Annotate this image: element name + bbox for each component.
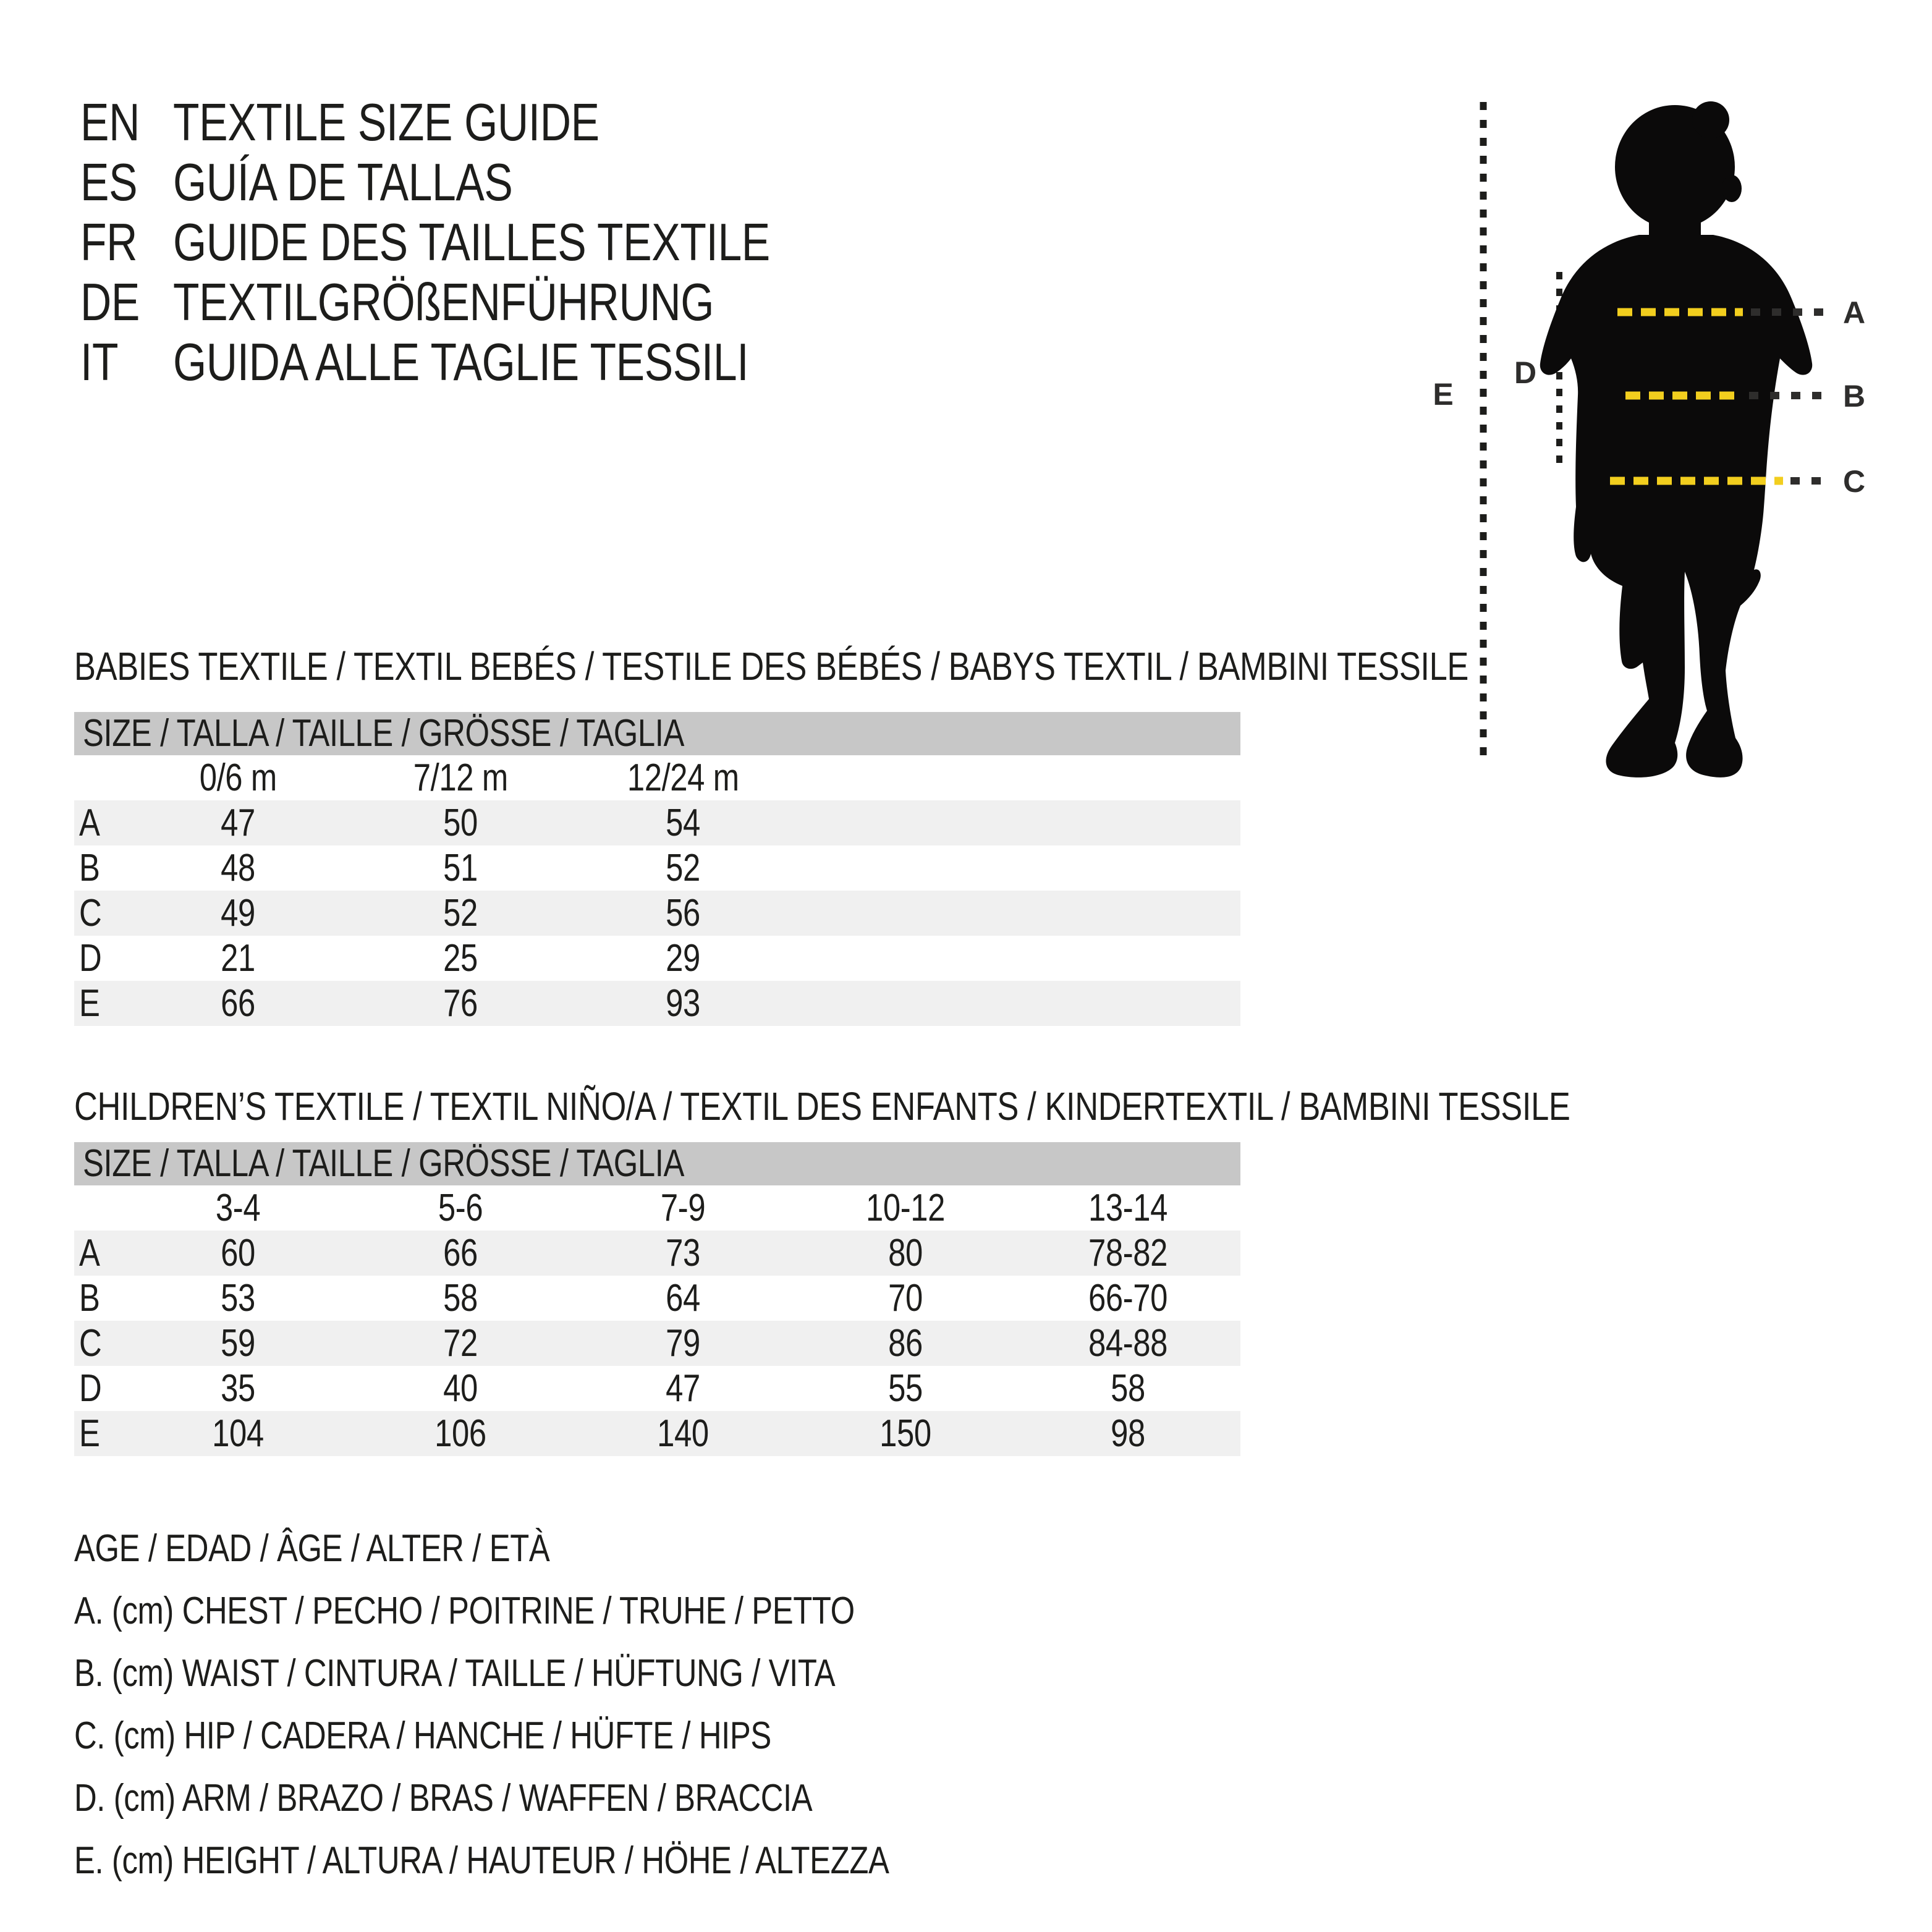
column-header: 5-6 xyxy=(438,1187,483,1229)
language-title: GUIDE DES TAILLES TEXTILE xyxy=(173,213,770,272)
cell-value: 29 xyxy=(666,937,700,980)
row-label: A xyxy=(79,1232,100,1274)
table-row-e xyxy=(74,981,1240,1026)
label-e: E xyxy=(1433,377,1454,412)
cell-value: 58 xyxy=(443,1277,478,1320)
cell-value: 59 xyxy=(221,1322,255,1365)
legend-item-height: E. (cm) HEIGHT / ALTURA / HAUTEUR / HÖHE / ALTEZZA xyxy=(74,1839,889,1882)
column-header: 7/12 m xyxy=(413,756,508,799)
language-title: GUIDA ALLE TAGLIE TESSILI xyxy=(173,333,749,392)
row-label: D xyxy=(79,937,102,980)
cell-value: 72 xyxy=(443,1322,478,1365)
language-code: DE xyxy=(80,273,140,332)
language-row-es xyxy=(80,153,901,213)
cell-value: 35 xyxy=(221,1367,255,1410)
label-c: C xyxy=(1842,464,1866,499)
corner-cell xyxy=(74,1185,127,1231)
children-size-header-bar: SIZE / TALLA / TAILLE / GRÖSSE / TAGLIA xyxy=(74,1142,1240,1185)
row-label: A xyxy=(79,802,100,844)
cell-value: 150 xyxy=(879,1412,931,1455)
cell-value: 47 xyxy=(221,802,255,844)
cell-value: 56 xyxy=(666,892,700,934)
children-size-table xyxy=(74,1142,1240,1456)
table-row-a xyxy=(74,1231,1240,1276)
language-row-it xyxy=(80,333,901,392)
row-label: E xyxy=(79,1412,100,1455)
legend-item-chest: A. (cm) CHEST / PECHO / POITRINE / TRUHE / PETTO xyxy=(74,1590,855,1632)
cell-value: 66-70 xyxy=(1088,1277,1167,1320)
cell-value: 98 xyxy=(1111,1412,1145,1455)
cell-value: 64 xyxy=(666,1277,700,1320)
cell-value: 48 xyxy=(221,847,255,889)
cell-value: 70 xyxy=(888,1277,923,1320)
cell-value: 53 xyxy=(221,1277,255,1320)
corner-cell xyxy=(74,755,127,800)
cell-value: 66 xyxy=(443,1232,478,1274)
cell-value: 84-88 xyxy=(1088,1322,1167,1365)
measurement-legend xyxy=(74,1517,1068,1892)
language-row-fr xyxy=(80,213,901,273)
language-code: IT xyxy=(80,333,119,392)
legend-item-hip: C. (cm) HIP / CADERA / HANCHE / HÜFTE / HIPS xyxy=(74,1714,771,1757)
language-code: ES xyxy=(80,153,138,212)
row-label: E xyxy=(79,982,100,1025)
row-label: C xyxy=(79,892,102,934)
cell-value: 80 xyxy=(888,1232,923,1274)
label-a: A xyxy=(1842,295,1866,330)
column-header: 7-9 xyxy=(660,1187,706,1229)
cell-value: 50 xyxy=(443,802,478,844)
table-row-d xyxy=(74,936,1240,981)
column-header: 12/24 m xyxy=(627,756,739,799)
babies-section-title: BABIES TEXTILE / TEXTIL BEBÉS / TESTILE DES BÉBÉS / BABYS TEXTIL / BAMBINI TESSILE xyxy=(74,644,1468,688)
table-row-c xyxy=(74,891,1240,936)
row-label: D xyxy=(79,1367,102,1410)
cell-value: 86 xyxy=(888,1322,923,1365)
cell-value: 73 xyxy=(666,1232,700,1274)
cell-value: 93 xyxy=(666,982,700,1025)
legend-item-arm: D. (cm) ARM / BRAZO / BRAS / WAFFEN / BRACCIA xyxy=(74,1777,813,1820)
language-title: TEXTILGRÖßENFÜHRUNG xyxy=(173,273,714,332)
cell-value: 21 xyxy=(221,937,255,980)
cell-value: 52 xyxy=(443,892,478,934)
cell-value: 60 xyxy=(221,1232,255,1274)
cell-value: 140 xyxy=(657,1412,709,1455)
row-label: B xyxy=(79,847,100,889)
language-row-en xyxy=(80,93,901,153)
row-label: B xyxy=(79,1277,100,1320)
babies-size-header-bar: SIZE / TALLA / TAILLE / GRÖSSE / TAGLIA xyxy=(74,712,1240,755)
cell-value: 47 xyxy=(666,1367,700,1410)
cell-value: 78-82 xyxy=(1088,1232,1167,1274)
cell-value: 52 xyxy=(666,847,700,889)
cell-value: 79 xyxy=(666,1322,700,1365)
language-title: GUÍA DE TALLAS xyxy=(173,153,513,212)
language-title: TEXTILE SIZE GUIDE xyxy=(173,93,600,152)
cell-value: 104 xyxy=(212,1412,264,1455)
children-column-header-row xyxy=(74,1185,1240,1231)
cell-value: 25 xyxy=(443,937,478,980)
table-row-a xyxy=(74,800,1240,845)
cell-value: 54 xyxy=(666,802,700,844)
label-b: B xyxy=(1842,379,1866,413)
row-label: C xyxy=(79,1322,102,1365)
babies-column-header-row xyxy=(74,755,1240,800)
table-row-d xyxy=(74,1366,1240,1411)
cell-value: 40 xyxy=(443,1367,478,1410)
cell-value: 66 xyxy=(221,982,255,1025)
table-row-c xyxy=(74,1321,1240,1366)
cell-value: 76 xyxy=(443,982,478,1025)
column-header: 3-4 xyxy=(215,1187,261,1229)
cell-value: 58 xyxy=(1111,1367,1145,1410)
language-code: EN xyxy=(80,93,140,152)
table-row-b xyxy=(74,1276,1240,1321)
language-row-de xyxy=(80,273,901,333)
cell-value: 106 xyxy=(434,1412,486,1455)
children-section-title: CHILDREN’S TEXTILE / TEXTIL NIÑO/A / TEXTIL DES ENFANTS / KINDERTEXTIL / BAMBINI TESSILE xyxy=(74,1084,1570,1129)
legend-item-waist: B. (cm) WAIST / CINTURA / TAILLE / HÜFTUNG / VITA xyxy=(74,1652,836,1695)
column-header: 10-12 xyxy=(866,1187,945,1229)
language-code: FR xyxy=(80,213,138,272)
table-row-b xyxy=(74,845,1240,891)
cell-value: 51 xyxy=(443,847,478,889)
label-d: D xyxy=(1514,355,1537,390)
cell-value: 55 xyxy=(888,1367,923,1410)
language-header xyxy=(80,93,901,392)
column-header: 0/6 m xyxy=(199,756,277,799)
babies-size-table xyxy=(74,712,1240,1026)
table-row-e xyxy=(74,1411,1240,1456)
cell-value: 49 xyxy=(221,892,255,934)
legend-age: AGE / EDAD / ÂGE / ALTER / ETÀ xyxy=(74,1527,550,1570)
column-header: 13-14 xyxy=(1088,1187,1167,1229)
